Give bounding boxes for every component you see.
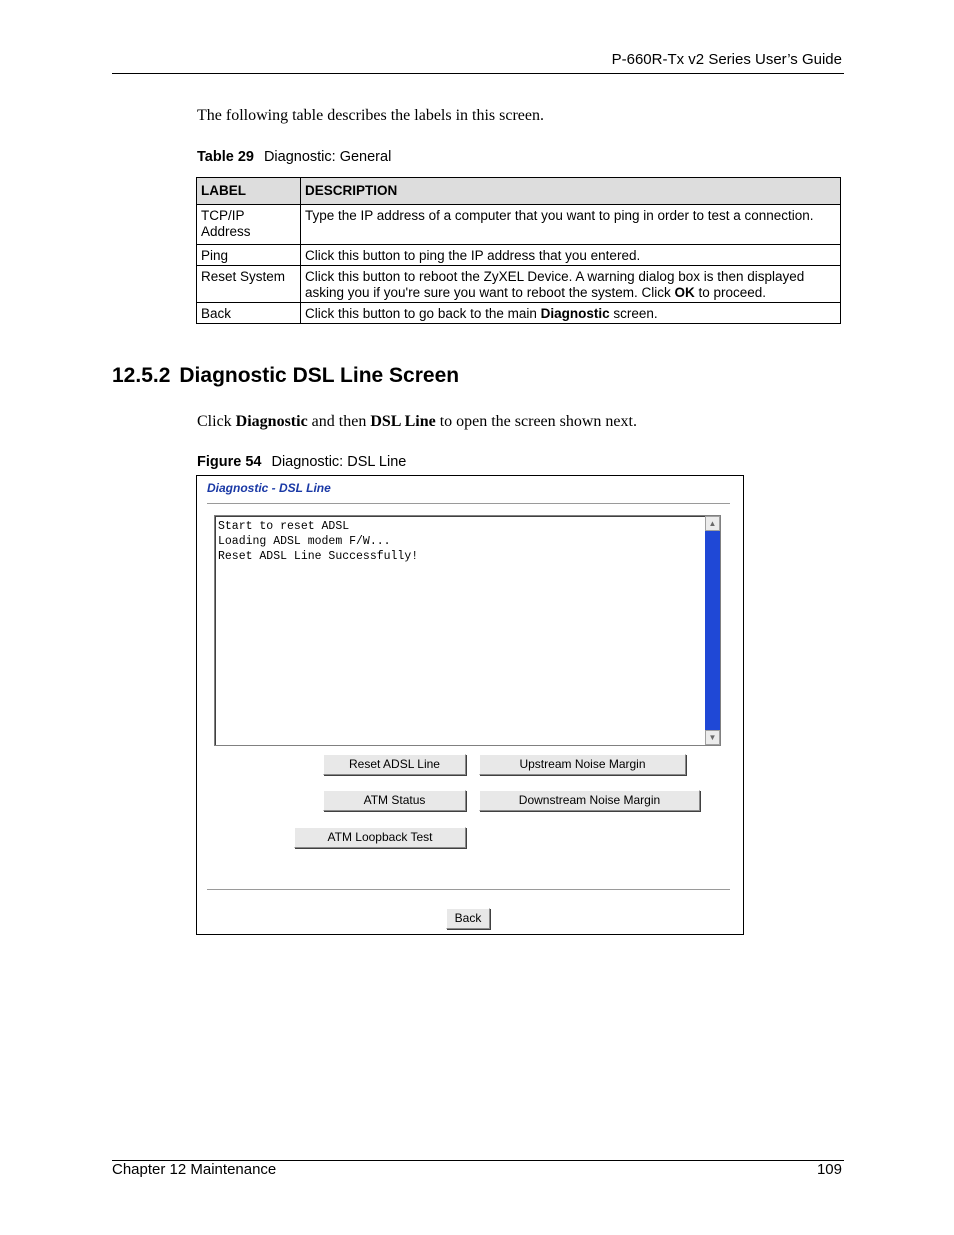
intro-paragraph: The following table describes the labels in this screen.: [197, 107, 545, 124]
row-label: Ping: [197, 245, 301, 266]
figure-caption: [197, 454, 406, 470]
running-header-title: P-660R-Tx v2 Series User’s Guide: [611, 51, 842, 68]
row-label: TCP/IP Address: [197, 205, 301, 245]
header-rule: [112, 73, 844, 74]
table-row: [197, 205, 841, 245]
page-number: 109: [816, 1161, 842, 1178]
log-scrollbar[interactable]: [705, 516, 720, 745]
log-line: Start to reset ADSL: [218, 520, 350, 533]
row-description: Click this button to go back to the main Diagnostic screen.: [301, 303, 841, 324]
log-line: Reset ADSL Line Successfully!: [218, 550, 419, 563]
scroll-up-arrow-icon[interactable]: ▲: [705, 516, 720, 531]
section-heading: [112, 364, 459, 388]
section-number: 12.5.2: [112, 364, 171, 387]
figure-caption-text: Diagnostic: DSL Line: [271, 454, 407, 470]
atm-loopback-test-button[interactable]: ATM Loopback Test: [294, 827, 466, 848]
table-row: [197, 245, 841, 266]
row-description: Type the IP address of a computer that you want to ping in order to test a connection.: [301, 205, 841, 245]
back-button[interactable]: Back: [446, 908, 490, 929]
table-caption-number: Table 29: [197, 149, 254, 165]
column-header-label: LABEL: [197, 178, 301, 205]
column-header-description: DESCRIPTION: [301, 178, 841, 205]
screen-divider-top: [207, 503, 730, 504]
row-label: Back: [197, 303, 301, 324]
downstream-noise-margin-button[interactable]: Downstream Noise Margin: [479, 790, 700, 811]
figure-caption-number: Figure 54: [197, 454, 262, 470]
reset-adsl-line-button[interactable]: Reset ADSL Line: [323, 754, 466, 775]
table-caption: [197, 149, 391, 165]
atm-status-button[interactable]: ATM Status: [323, 790, 466, 811]
screen-divider-bottom: [207, 889, 730, 890]
row-label: Reset System: [197, 266, 301, 303]
log-output: [218, 519, 418, 564]
row-description: Click this button to ping the IP address that you entered.: [301, 245, 841, 266]
table-row: [197, 303, 841, 324]
screen-title: Diagnostic - DSL Line: [207, 481, 331, 495]
row-description: Click this button to reboot the ZyXEL Device. A warning dialog box is then displayed asking you if you're sure you want to reboot the system. Click OK to proceed.: [301, 266, 841, 303]
log-line: Loading ADSL modem F/W...: [218, 535, 391, 548]
section-title: Diagnostic DSL Line Screen: [179, 364, 460, 387]
scroll-down-arrow-icon[interactable]: ▼: [705, 730, 720, 745]
table-caption-text: Diagnostic: General: [263, 149, 392, 165]
upstream-noise-margin-button[interactable]: Upstream Noise Margin: [479, 754, 686, 775]
instruction-paragraph: Click Diagnostic and then DSL Line to open the screen shown next.: [197, 413, 637, 430]
table-row: [197, 266, 841, 303]
footer-chapter: Chapter 12 Maintenance: [112, 1161, 277, 1178]
diagnostic-log-textarea[interactable]: [214, 515, 721, 746]
dsl-line-screenshot: [196, 475, 744, 935]
label-description-table: [196, 177, 841, 324]
table-header-row: [197, 178, 841, 205]
